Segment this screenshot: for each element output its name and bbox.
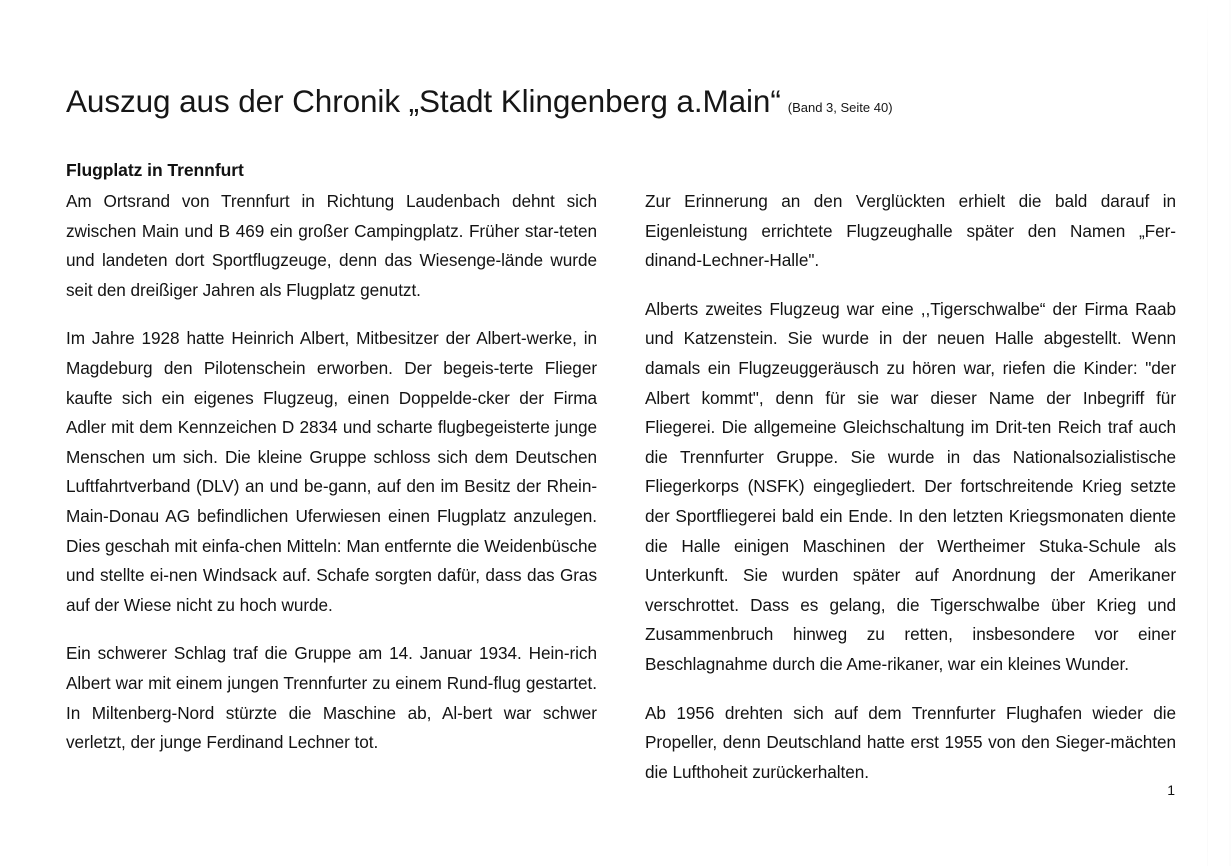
paragraph: Im Jahre 1928 hatte Heinrich Albert, Mitbesitzer der Albert-werke, in Magdeburg den Pilotenschein erworben. Der begeis-terte Flieger kaufte sich ein eigenes Flugzeug, einen Doppelde-cker der Firma Adler mit dem Kennzeichen D 2834 und scharte flugbegeisterte junge Menschen um sich. Die kleine Gruppe schloss sich dem Deutschen Luftfahrtverband (DLV) an und be-gann, auf den im Besitz der Rhein-Main-Donau AG befindlichen Uferwiesen einen Flugplatz anzulegen. Dies geschah mit einfa-chen Mitteln: Man entfernte die Weidenbüsche und stellte ei-nen Windsack auf. Schafe sorgten dafür, dass das Gras auf der Wiese nicht zu hoch wurde. — [66, 328, 597, 615]
page-number: 1 — [1167, 782, 1175, 798]
paragraph: Alberts zweites Flugzeug war eine ,,Tigerschwalbe“ der Firma Raab und Katzenstein. Sie wurde in der neuen Halle abgestellt. Wenn damals ein Flugzeuggeräusch zu hören war, riefen die Kinder: "der Albert kommt", denn für sie war dieser Name der Inbegriff für Fliegerei. Die allgemeine Gleichschaltung im Drit-ten Reich traf auch die Trennfurter Gruppe. Sie wurde in das Nationalsozialistische Fliegerkorps (NSFK) eingegliedert. Der fortschreitende Krieg setzte der Sportfliegerei bald ein Ende. In den letzten Kriegsmonaten diente die Halle einigen Maschinen der Wertheimer Stuka-Schule als Unterkunft. Sie wurden später auf Anordnung der Amerikaner verschrottet. Dass es gelang, die Tigerschwalbe über Krieg und Zusammenbruch hinweg zu retten, insbesondere vor einer Beschlagnahme durch die Ame-rikaner, war ein kleines Wunder. — [645, 298, 1176, 674]
page-title-source-reference: (Band 3, Seite 40) — [787, 100, 893, 116]
two-column-body — [66, 187, 1176, 787]
paragraph: Ab 1956 drehten sich auf dem Trennfurter Flughafen wieder die Propeller, denn Deutschland hatte erst 1955 von den Sieger-mächten die Lufthoheit zurückerhalten. — [645, 702, 1176, 782]
left-column — [66, 187, 597, 758]
right-column — [645, 187, 1176, 787]
scan-edge-artifact — [1207, 0, 1208, 866]
paragraph: Am Ortsrand von Trennfurt in Richtung Laudenbach dehnt sich zwischen Main und B 469 ein großer Campingplatz. Früher star-teten und landeten dort Sportflugzeuge, denn das Wiesenge-lände wurde seit den dreißiger Jahren als Flugplatz genutzt. — [66, 191, 597, 300]
page-title — [66, 83, 1176, 119]
paragraph: Zur Erinnerung an den Verglückten erhielt die bald darauf in Eigenleistung errichtete Flugzeughalle später den Namen „Fer-dinand-Lechner-Halle". — [645, 191, 1176, 271]
paragraph: Ein schwerer Schlag traf die Gruppe am 14. Januar 1934. Hein-rich Albert war mit einem jungen Trennfurter zu einem Rund-flug gestartet. In Miltenberg-Nord stürzte die Maschine ab, Al-bert war schwer verletzt, der junge Ferdinand Lechner tot. — [66, 643, 597, 753]
page-title-main: Auszug aus der Chronik „Stadt Klingenberg a.Main“ — [66, 83, 781, 120]
section-heading: Flugplatz in Trennfurt — [66, 159, 244, 180]
